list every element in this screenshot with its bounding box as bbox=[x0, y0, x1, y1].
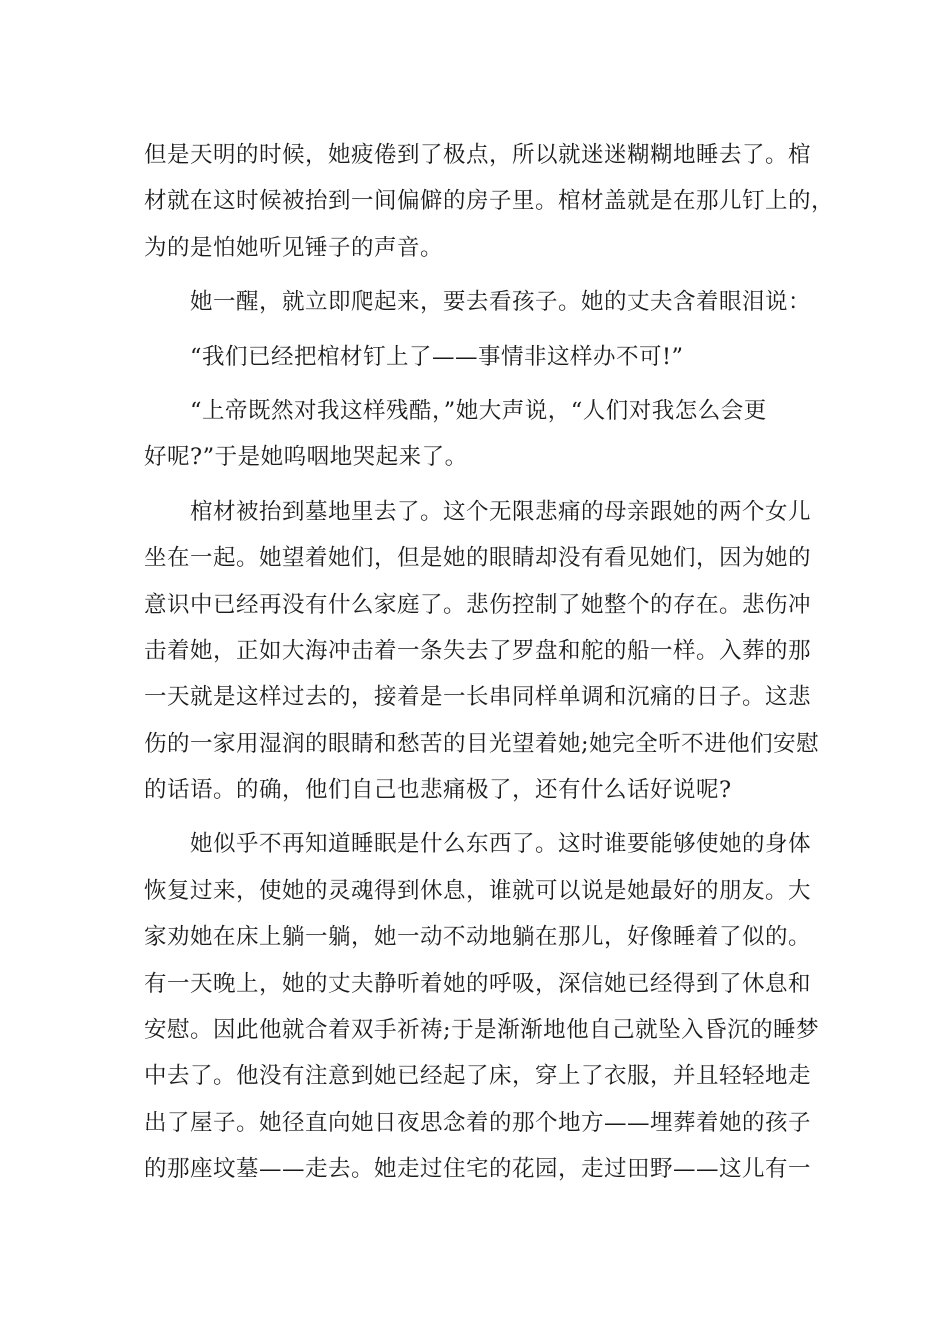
paragraph bbox=[144, 489, 820, 814]
text-line: 意识中已经再没有什么家庭了。悲伤控制了她整个的存在。悲伤冲 bbox=[144, 591, 812, 618]
text-line: “我们已经把棺材钉上了——事情非这样办不可!” bbox=[190, 343, 684, 370]
text-line: 出了屋子。她径直向她日夜思念着的那个地方——埋葬着她的孩子 bbox=[144, 1109, 812, 1136]
paragraph bbox=[144, 821, 820, 1192]
text-line: “上帝既然对我这样残酷，”她大声说，“人们对我怎么会更 bbox=[190, 397, 767, 424]
text-line: 坐在一起。她望着她们，但是她的眼睛却没有看见她们，因为她的 bbox=[144, 545, 812, 572]
text-line: 有一天晚上，她的丈夫静听着她的呼吸，深信她已经得到了休息和 bbox=[144, 970, 812, 997]
text-line: 击着她，正如大海冲击着一条失去了罗盘和舵的船一样。入葬的那 bbox=[144, 637, 812, 664]
text-line: 为的是怕她听见锤子的声音。 bbox=[144, 234, 444, 261]
text-line: 好呢?”于是她呜咽地哭起来了。 bbox=[144, 444, 468, 471]
paragraph-spacing bbox=[144, 481, 808, 489]
text-line: 恢复过来，使她的灵魂得到休息，谁就可以说是她最好的朋友。大 bbox=[144, 877, 812, 904]
paragraph-spacing bbox=[144, 326, 808, 334]
paragraph-spacing bbox=[144, 380, 808, 388]
text-line: 棺材被抬到墓地里去了。这个无限悲痛的母亲跟她的两个女儿 bbox=[190, 498, 812, 525]
text-line: 的话语。的确，他们自己也悲痛极了，还有什么话好说呢? bbox=[144, 777, 732, 804]
text-line: 中去了。他没有注意到她已经起了床，穿上了衣服，并且轻轻地走 bbox=[144, 1063, 812, 1090]
text-line: 一天就是这样过去的，接着是一长串同样单调和沉痛的日子。这悲 bbox=[144, 684, 812, 711]
text-line: 伤的一家用湿润的眼睛和愁苦的目光望着她;她完全听不进他们安慰 bbox=[144, 730, 820, 757]
paragraph bbox=[144, 132, 835, 271]
paragraph-spacing bbox=[144, 271, 808, 279]
paragraph bbox=[144, 388, 808, 481]
paragraph bbox=[144, 334, 808, 380]
text-line: 但是天明的时候，她疲倦到了极点，所以就迷迷糊糊地睡去了。棺 bbox=[144, 142, 812, 168]
paragraph bbox=[144, 279, 812, 325]
text-line: 的那座坟墓——走去。她走过住宅的花园，走过田野——这儿有一 bbox=[144, 1156, 812, 1183]
paragraph-spacing bbox=[144, 813, 808, 821]
text-line: 家劝她在床上躺一躺，她一动不动地躺在那儿，好像睡着了似的。 bbox=[144, 924, 812, 951]
text-line: 材就在这时候被抬到一间偏僻的房子里。棺材盖就是在那儿钉上的， bbox=[144, 188, 835, 215]
text-line: 安慰。因此他就合着双手祈祷;于是渐渐地他自己就坠入昏沉的睡梦 bbox=[144, 1017, 820, 1044]
text-line: 她似乎不再知道睡眠是什么东西了。这时谁要能够使她的身体 bbox=[190, 831, 812, 858]
document-body bbox=[144, 132, 835, 1193]
text-line: 她一醒，就立即爬起来，要去看孩子。她的丈夫含着眼泪说： bbox=[190, 289, 812, 316]
